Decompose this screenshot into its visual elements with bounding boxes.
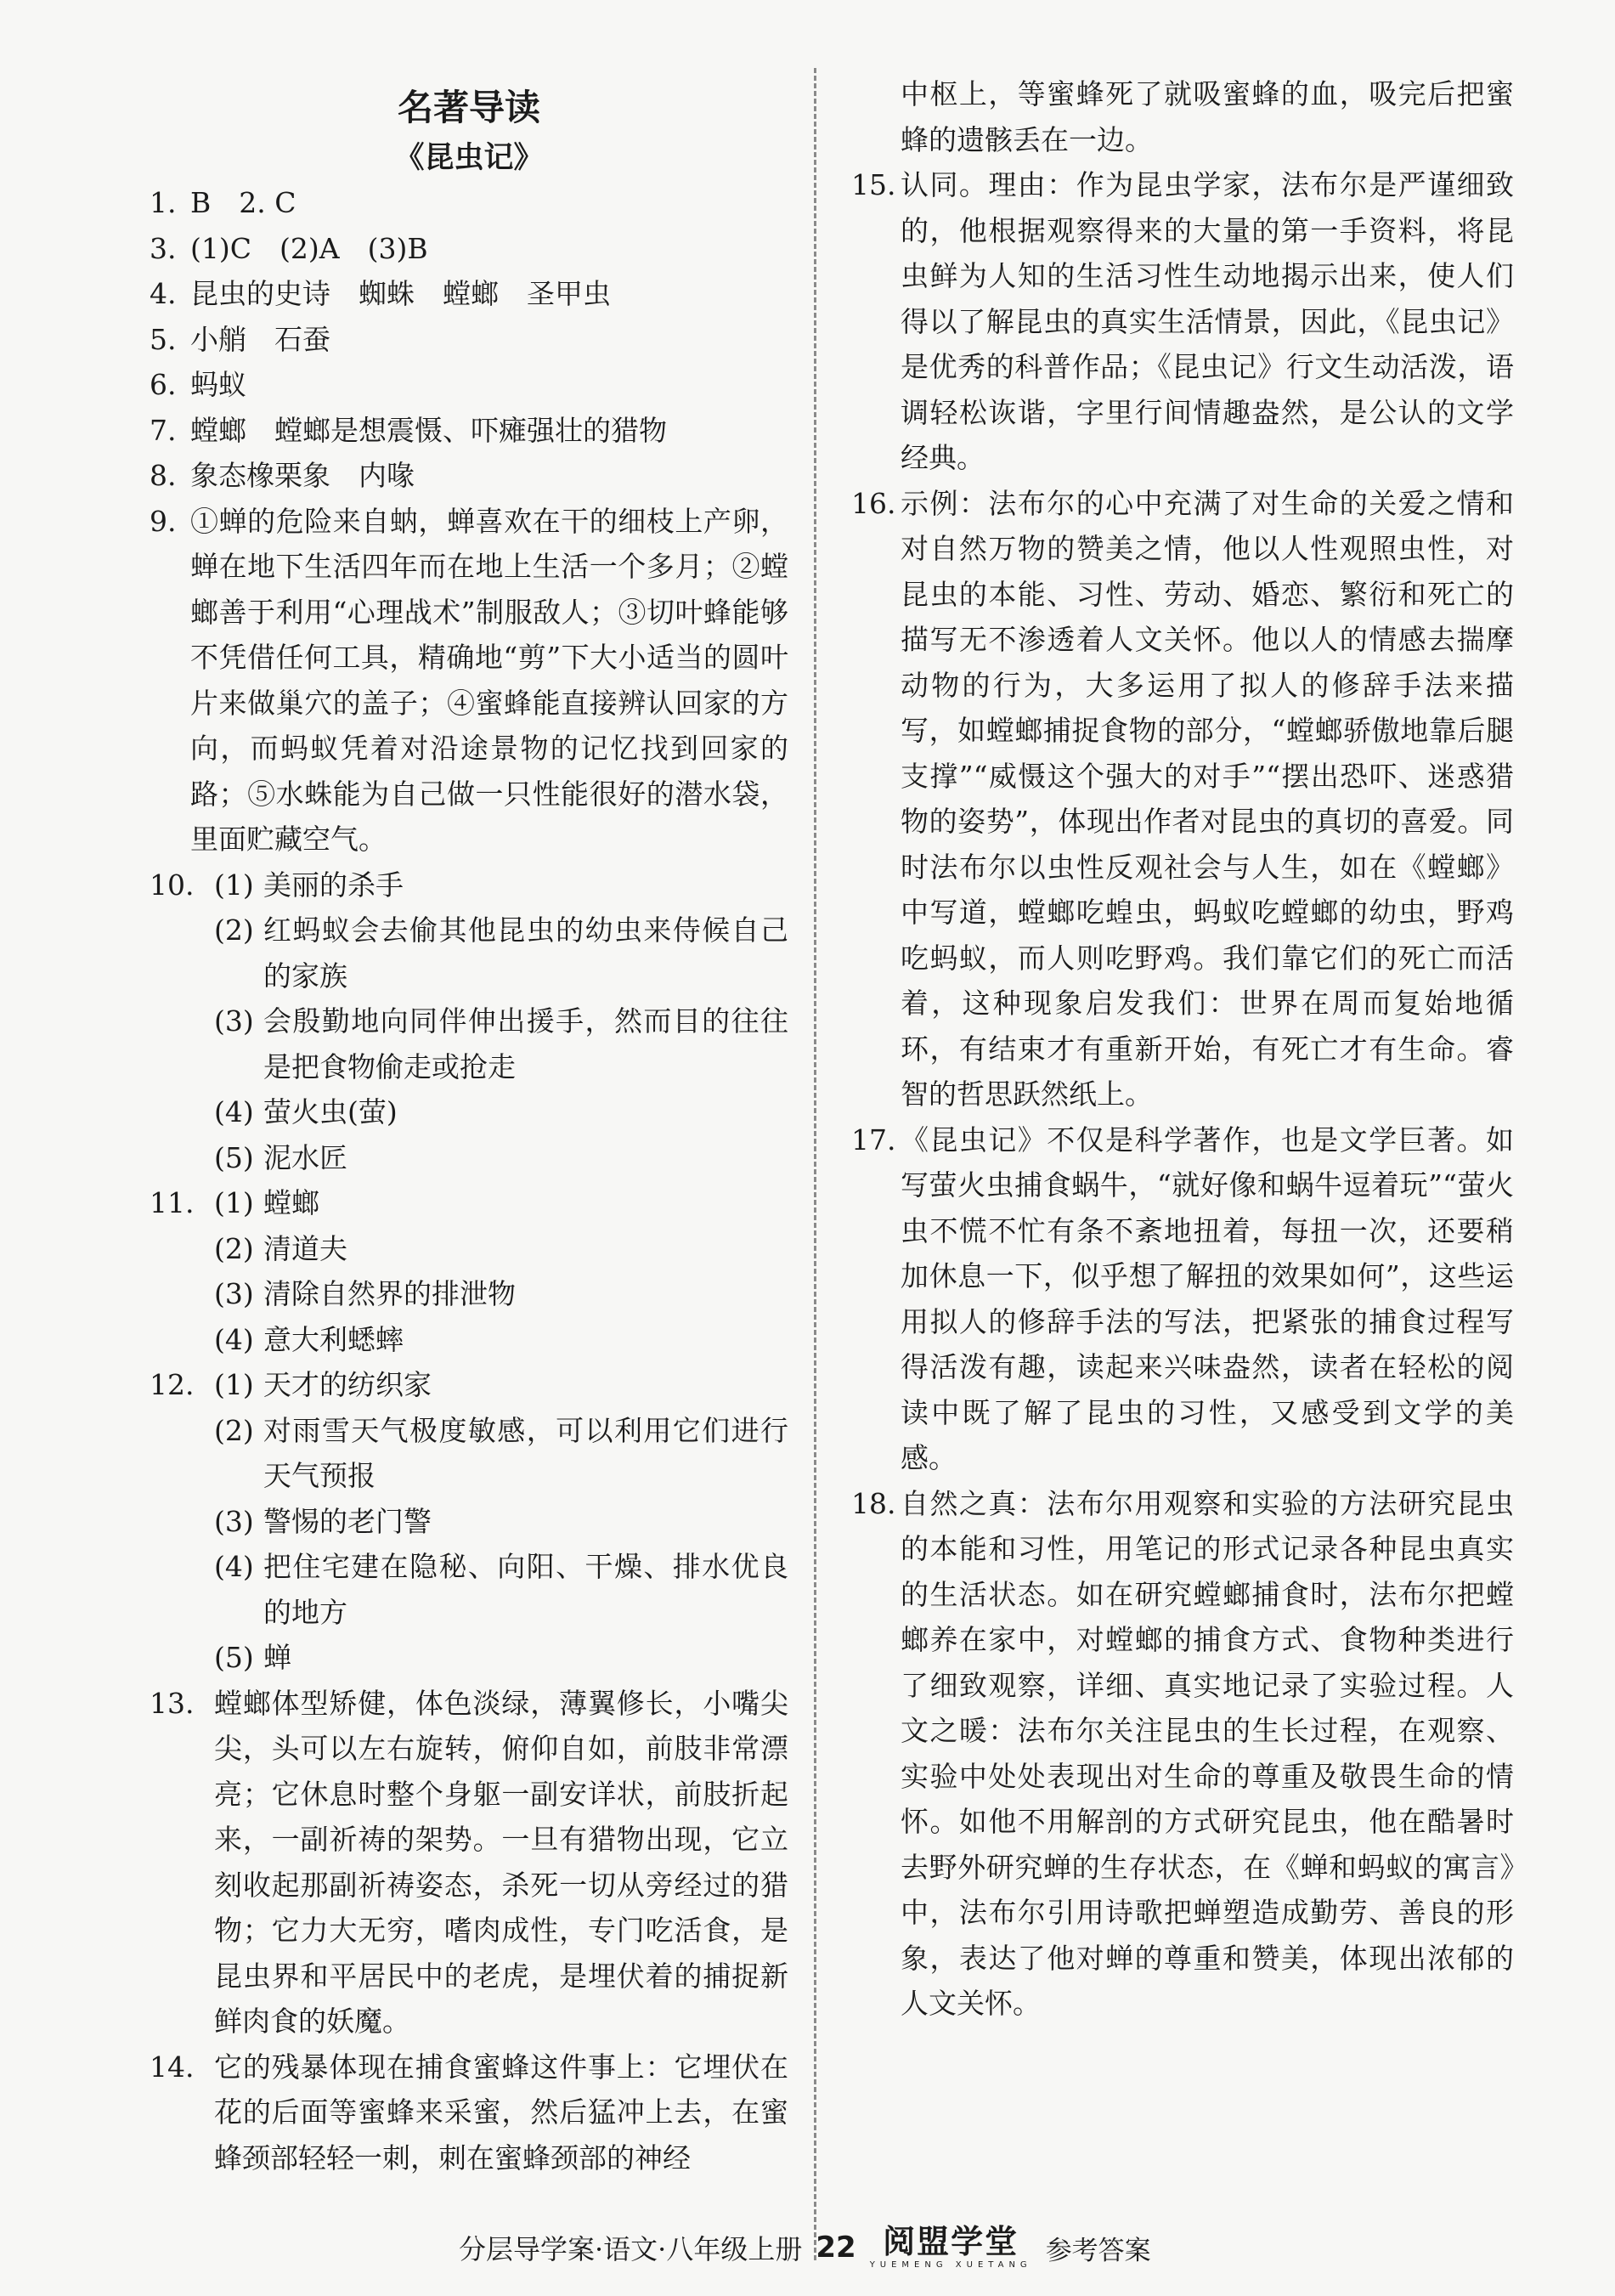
item-number: 11. [150, 1186, 195, 1219]
sub-answer [214, 1135, 788, 1181]
item-number: 4. [150, 277, 177, 310]
item-text: (1)C (2)A (3)B [190, 231, 428, 265]
answer-item-12 [150, 1362, 788, 1681]
item-text: 它的残暴体现在捕食蜜蜂这件事上：它埋伏在花的后面等蜜蜂来采蜜，然后猛冲上去，在蜜蜂颈部轻轻一刺，刺在蜜蜂颈部的神经 [214, 2050, 788, 2174]
sub-answer [214, 1317, 788, 1363]
sub-answer [214, 1362, 788, 1408]
sub-number: (4) [214, 1550, 254, 1583]
item-number: 16. [851, 486, 896, 520]
brand-logo [870, 2225, 1032, 2270]
answer-item-16 [851, 481, 1514, 1117]
sub-text: 螳螂 [263, 1186, 319, 1219]
sub-text: 把住宅建在隐秘、向阳、干燥、排水优良的地方 [263, 1550, 788, 1629]
sub-answer [214, 1089, 788, 1135]
answer-item-17 [851, 1117, 1514, 1481]
left-column [150, 71, 788, 2180]
item-number: 9. [150, 504, 177, 538]
sub-answer [214, 862, 788, 908]
answer-item [150, 317, 788, 363]
series-title: 分层导学案·语文·八年级上册 [459, 2233, 803, 2265]
section-title: 名著导读 [397, 87, 540, 128]
sub-number: (4) [214, 1322, 254, 1356]
answer-item [150, 271, 788, 317]
item-number: 10. [150, 868, 195, 902]
item-text: 象态橡栗象 内喙 [190, 459, 415, 492]
sub-number: (1) [214, 868, 254, 902]
item-number: 14. [150, 2050, 195, 2084]
item-number: 3. [150, 231, 177, 265]
column-divider [814, 68, 816, 2260]
sub-answer [214, 1226, 788, 1272]
sub-text: 清除自然界的排泄物 [263, 1277, 516, 1310]
answer-item [150, 499, 788, 862]
sub-number: (2) [214, 1231, 254, 1265]
sub-text: 意大利蟋蟀 [263, 1322, 404, 1356]
sub-text: 萤火虫(萤) [263, 1095, 398, 1128]
sub-number: (3) [214, 1504, 254, 1538]
item-text: 昆虫的史诗 蜘蛛 螳螂 圣甲虫 [190, 277, 611, 310]
sub-text: 泥水匠 [263, 1140, 347, 1174]
answer-item-10 [150, 862, 788, 1181]
sub-text: 会殷勤地向同伴伸出援手，然而目的往往是把食物偷走或抢走 [263, 1004, 788, 1083]
item-number: 1. [150, 186, 177, 219]
sub-answer [214, 998, 788, 1089]
sub-number: (4) [214, 1095, 254, 1128]
brand-name: 阅盟学堂 [883, 2223, 1019, 2260]
answer-item [150, 408, 788, 454]
sub-answers [214, 1362, 788, 1681]
item-number: 6. [150, 368, 177, 401]
page-footer [459, 2222, 1223, 2273]
item-text: 自然之真：法布尔用观察和实验的方法研究昆虫的本能和习性，用笔记的形式记录各种昆虫真实的生活状态。如在研究螳螂捕食时，法布尔把螳螂养在家中，对螳螂的捕食方式、食物种类进行了细致观察，详细、真实地记录了实验过程。人文之暖：法布尔关注昆虫的生长过程，在观察、实验中处处表现出对生命的尊重及敬畏生命的情怀。如他不用解剖的方式研究昆虫，他在酷暑时去野外研究蝉的生存状态，在《蝉和蚂蚁的寓言》中，法布尔引用诗歌把蝉塑造成勤劳、善良的形象，表达了他对蝉的尊重和赞美，体现出浓郁的人文关怀。 [901, 1486, 1514, 2020]
sub-number: (3) [214, 1277, 254, 1310]
sub-number: (2) [214, 913, 254, 947]
brand-name-en: YUEMENG XUETANG [869, 2260, 1032, 2270]
item-text: B 2. C [190, 186, 296, 219]
sub-answer [214, 1499, 788, 1545]
answer-item-18 [851, 1481, 1514, 2027]
item-text: 螳螂体型矫健，体色淡绿，薄翼修长，小嘴尖尖，头可以左右旋转，俯仰自如，前肢非常漂亮；它休息时整个身躯一副安详状，前肢折起来，一副祈祷的架势。一旦有猎物出现，它立刻收起那副祈祷姿态，杀死一切从旁经过的猎物；它力大无穷，嗜肉成性，专门吃活食，是昆虫界和平居民中的老虎，是埋伏着的捕捉新鲜肉食的妖魔。 [214, 1686, 788, 2038]
sub-number: (5) [214, 1140, 254, 1174]
item-number: 8. [150, 459, 177, 492]
sub-number: (3) [214, 1004, 254, 1038]
sub-answers [214, 1180, 788, 1362]
item-text: 小艄 石蚕 [190, 322, 330, 356]
sub-answer [214, 1635, 788, 1681]
sub-text: 美丽的杀手 [263, 868, 404, 902]
answer-item-15 [851, 162, 1514, 481]
answer-item-14-continued: 中枢上，等蜜蜂死了就吸蜜蜂的血，吸完后把蜜蜂的遗骸丢在一边。 [901, 77, 1514, 156]
sub-text: 蝉 [263, 1641, 291, 1674]
sub-number: (5) [214, 1641, 254, 1674]
answer-item [150, 453, 788, 499]
sub-number: (2) [214, 1413, 254, 1447]
answer-item [150, 180, 788, 226]
item-number: 15. [851, 168, 896, 201]
answer-item [150, 226, 788, 272]
sub-text: 红蚂蚁会去偷其他昆虫的幼虫来侍候自己的家族 [263, 913, 788, 992]
answer-item-13 [150, 1681, 788, 2044]
item-number: 18. [851, 1486, 896, 1520]
answer-item-14 [150, 2044, 788, 2181]
sub-number: (1) [214, 1186, 254, 1219]
sub-answer [214, 908, 788, 998]
item-number: 7. [150, 413, 177, 447]
sub-answer [214, 1544, 788, 1635]
sub-text: 对雨雪天气极度敏感，可以利用它们进行天气预报 [263, 1413, 788, 1492]
answer-item [150, 362, 788, 408]
item-text: 蚂蚁 [190, 368, 246, 401]
page-number: 22 [816, 2231, 856, 2265]
answer-label: 参考答案 [1045, 2235, 1151, 2266]
item-number: 17. [851, 1123, 896, 1156]
sub-answer [214, 1180, 788, 1226]
item-text: 认同。理由：作为昆虫学家，法布尔是严谨细致的，他根据观察得来的大量的第一手资料，将昆虫鲜为人知的生活习性生动地揭示出来，使人们得以了解昆虫的真实生活情景，因此，《昆虫记》是优秀的科普作品；《昆虫记》行文生动活泼，语调轻松诙谐，字里行间情趣盎然，是公认的文学经典。 [901, 168, 1514, 474]
book-title: 《昆虫记》 [394, 140, 544, 175]
sub-text: 天才的纺织家 [263, 1368, 432, 1401]
item-text: ①蝉的危险来自蚋，蝉喜欢在干的细枝上产卵，蝉在地下生活四年而在地上生活一个多月；②螳螂善于利用“心理战术”制服敌人；③切叶蜂能够不凭借任何工具，精确地“剪”下大小适当的圆叶片来做巢穴的盖子；④蜜蜂能直接辨认回家的方向，而蚂蚁凭着对沿途景物的记忆找到回家的路；⑤水蛛能为自己做一只性能很好的潜水袋，里面贮藏空气。 [190, 504, 788, 856]
item-text: 《昆虫记》不仅是科学著作，也是文学巨著。如写萤火虫捕食蜗牛，“就好像和蜗牛逗着玩”“萤火虫不慌不忙有条不紊地扭着，每扭一次，还要稍加休息一下，似乎想了解扭的效果如何”，这些运用拟人的修辞手法的写法，把紧张的捕食过程写得活泼有趣，读起来兴味盎然，读者在轻松的阅读中既了解了昆虫的习性，又感受到文学的美感。 [901, 1123, 1514, 1474]
sub-answers [214, 862, 788, 1181]
sub-text: 警惕的老门警 [263, 1504, 432, 1538]
item-number: 12. [150, 1368, 195, 1401]
sub-answer [214, 1271, 788, 1317]
sub-number: (1) [214, 1368, 254, 1401]
item-number: 5. [150, 322, 177, 356]
item-text: 螳螂 螳螂是想震慑、吓瘫强壮的猎物 [190, 413, 667, 447]
sub-text: 清道夫 [263, 1231, 347, 1265]
answer-item-11 [150, 1180, 788, 1362]
right-column [851, 71, 1514, 2027]
item-number: 13. [150, 1686, 195, 1720]
sub-answer [214, 1408, 788, 1499]
item-text: 示例：法布尔的心中充满了对生命的关爱之情和对自然万物的赞美之情，他以人性观照虫性，对昆虫的本能、习性、劳动、婚恋、繁衍和死亡的描写无不渗透着人文关怀。他以人的情感去揣摩动物的行为，大多运用了拟人的修辞手法来描写，如螳螂捕捉食物的部分，“螳螂骄傲地靠后腿支撑”“威慑这个强大的对手”“摆出恐吓、迷惑猎物的姿势”，体现出作者对昆虫的真切的喜爱。同时法布尔以虫性反观社会与人生，如在《螳螂》中写道，螳螂吃蝗虫，蚂蚁吃螳螂的幼虫，野鸡吃蚂蚁，而人则吃野鸡。我们靠它们的死亡而活着，这种现象启发我们：世界在周而复始地循环，有结束才有重新开始，有死亡才有生命。睿智的哲思跃然纸上。 [901, 486, 1514, 1111]
